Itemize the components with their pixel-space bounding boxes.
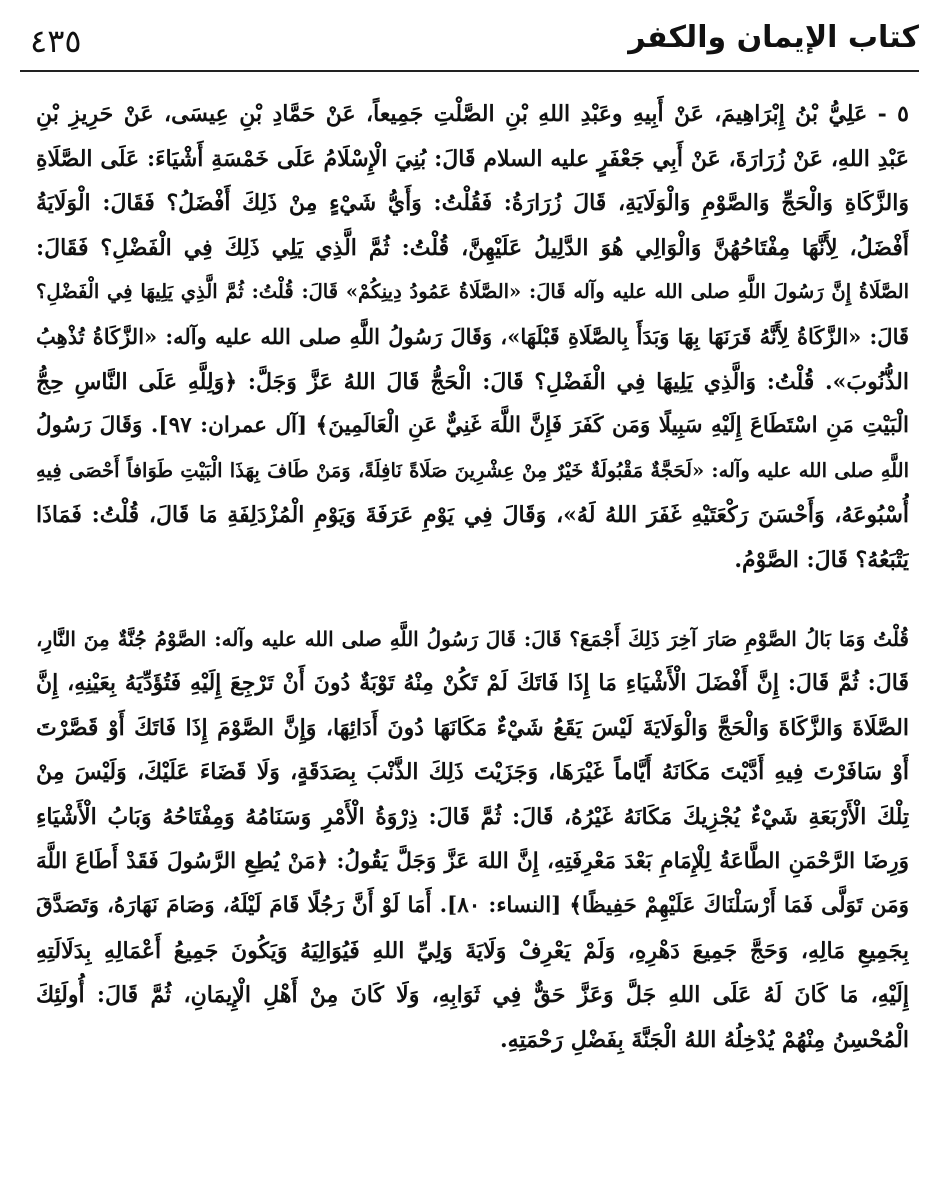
text-line: وَمَن تَوَلَّى فَمَا أَرْسَلْنَاكَ عَلَيْهِمْ حَفِيظًا﴾ [النساء: ٨٠]. أَمَا لَوْ أَنَّ رَجُلًا قَامَ لَيْلَهُ، وَصَامَ نَهَارَهُ، وَتَصَدَّقَ xyxy=(36,893,909,919)
text-line: قَالَ: «الزَّكَاةُ لِأَنَّهُ قَرَنَهَا بِهَا وَبَدَأَ بِالصَّلَاةِ قَبْلَهَا»، وَقَالَ رَسُولُ اللَّهِ صلى الله عليه وآله: «الزَّكَاةُ تُذْهِبُ xyxy=(36,323,909,349)
text-line: قَالَ: ثُمَّ قَالَ: إِنَّ أَفْضَلَ الْأَشْيَاءِ مَا إِذَا فَاتَكَ لَمْ تَكُنْ مِنْهُ تَوْبَةٌ دُونَ أَنْ تَرْجِعَ إِلَيْهِ فَتُؤَدِّيَهُ بِعَيْنِهِ، إِنَّ xyxy=(36,670,909,697)
page-number: ٤٣٥ xyxy=(30,22,82,60)
page-header xyxy=(20,20,919,60)
hadith-paragraph-1 xyxy=(36,92,909,583)
page-body xyxy=(36,92,909,1179)
text-line: وَالزَّكَاةِ وَالْحَجِّ وَالصَّوْمِ وَالْوَلَايَةِ، قَالَ زُرَارَةُ: فَقُلْتُ: وَأَيُّ شَيْءٍ مِنْ ذَلِكَ أَفْضَلُ؟ فَقَالَ: الْوَلَايَةُ xyxy=(36,190,909,217)
text-line: قُلْتُ وَمَا بَالُ الصَّوْمِ صَارَ آخِرَ ذَلِكَ أَجْمَعَ؟ قَالَ: قَالَ رَسُولُ اللَّهِ صلى الله عليه وآله: الصَّوْمُ جُنَّةٌ مِنَ النَّارِ، xyxy=(36,626,909,651)
text-line: أَفْضَلُ، لِأَنَّهَا مِفْتَاحُهُنَّ وَالْوَالِي هُوَ الدَّلِيلُ عَلَيْهِنَّ، قُلْتُ: ثُمَّ الَّذِي يَلِي ذَلِكَ فِي الْفَضْلِ؟ فَقَالَ: xyxy=(36,234,909,261)
text-line: الصَّلَاةُ إِنَّ رَسُولَ اللَّهِ صلى الله عليه وآله قَالَ: «الصَّلَاةُ عَمُودُ دِينِكُمْ» قَالَ: قُلْتُ: ثُمَّ الَّذِي يَلِيهَا فِي الْفَضْلِ؟ xyxy=(36,280,909,304)
text-line: ٥ - عَلِيُّ بْنُ إِبْرَاهِيمَ، عَنْ أَبِيهِ وعَبْدِ اللهِ بْنِ الصَّلْتِ جَمِيعاً، عَنْ حَمَّادِ بْنِ عِيسَى، عَنْ حَرِيزِ بْنِ xyxy=(36,101,909,127)
text-line: إِلَيْهِ، مَا كَانَ لَهُ عَلَى اللهِ جَلَّ وَعَزَّ حَقٌّ فِي ثَوَابِهِ، وَلَا كَانَ مِنْ أَهْلِ الْإِيمَانِ، ثُمَّ قَالَ: أُولَئِكَ xyxy=(36,982,909,1009)
text-line: اللَّهِ صلى الله عليه وآله: «لَحَجَّةٌ مَقْبُولَةٌ خَيْرٌ مِنْ عِشْرِينَ صَلَاةً نَافِلَةً، وَمَنْ طَافَ بِهَذَا الْبَيْتِ طَوَافاً أَحْصَى فِيهِ xyxy=(36,458,909,482)
text-line: أُسْبُوعَهُ، وَأَحْسَنَ رَكْعَتَيْهِ غَفَرَ اللهُ لَهُ»، وَقَالَ فِي يَوْمِ عَرَفَةَ وَيَوْمِ الْمُزْدَلِفَةِ مَا قَالَ، قُلْتُ: فَمَاذَا xyxy=(36,502,909,529)
book-title: كتاب الإيمان والكفر xyxy=(628,20,919,55)
text-line: يَتْبَعُهُ؟ قَالَ: الصَّوْمُ. xyxy=(734,546,909,573)
text-line: الذُّنُوبَ». قُلْتُ: وَالَّذِي يَلِيهَا فِي الْفَضْلِ؟ قَالَ: الْحَجُّ قَالَ اللهُ عَزَّ وَجَلَّ: ﴿وَلِلَّهِ عَلَى النَّاسِ حِجُّ xyxy=(36,368,909,395)
text-line: عَبْدِ اللهِ، عَنْ زُرَارَةَ، عَنْ أَبِي جَعْفَرٍ عليه السلام قَالَ: بُنِيَ الْإِسْلَامُ عَلَى خَمْسَةِ أَشْيَاءَ: عَلَى الصَّلَاةِ xyxy=(36,145,909,172)
header-rule xyxy=(20,70,919,72)
text-line: الْبَيْتِ مَنِ اسْتَطَاعَ إِلَيْهِ سَبِيلًا وَمَن كَفَرَ فَإِنَّ اللَّهَ غَنِيٌّ عَنِ الْعَالَمِينَ﴾ [آل عمران: ٩٧]. وَقَالَ رَسُولُ xyxy=(36,413,909,439)
paragraph-gap xyxy=(36,583,909,617)
text-line: بِجَمِيعِ مَالِهِ، وَحَجَّ جَمِيعَ دَهْرِهِ، وَلَمْ يَعْرِفْ وَلَايَةَ وَلِيِّ اللهِ فَيُوَالِيَهُ وَيَكُونَ جَمِيعُ أَعْمَالِهِ بِدَلَالَتِهِ xyxy=(36,937,909,964)
text-line: تِلْكَ الْأَرْبَعَةِ شَيْءٌ يُجْزِيكَ مَكَانَهُ غَيْرُهُ، قَالَ: ثُمَّ قَالَ: ذِرْوَةُ الْأَمْرِ وَسَنَامُهُ وَمِفْتَاحُهُ وَبَابُ الْأَشْيَاءِ xyxy=(36,803,909,830)
text-line: وَرِضَا الرَّحْمَنِ الطَّاعَةُ لِلْإِمَامِ بَعْدَ مَعْرِفَتِهِ، إِنَّ اللهَ عَزَّ وَجَلَّ يَقُولُ: ﴿مَنْ يُطِعِ الرَّسُولَ فَقَدْ أَطَاعَ اللَّهَ xyxy=(36,848,909,874)
hadith-paragraph-2 xyxy=(36,617,909,1063)
text-line: أَوْ سَافَرْتَ فِيهِ أَدَّيْتَ مَكَانَهُ أَيَّاماً غَيْرَهَا، وَجَزَيْتَ ذَلِكَ الذَّنْبَ بِصَدَقَةٍ، وَلَا قَضَاءَ عَلَيْكَ، وَلَيْسَ مِنْ xyxy=(36,759,909,786)
text-line: الصَّلَاةَ وَالزَّكَاةَ وَالْحَجَّ وَالْوَلَايَةَ لَيْسَ يَقَعُ شَيْءٌ مَكَانَهَا دُونَ أَدَائِهَا، وَإِنَّ الصَّوْمَ إِذَا فَاتَكَ أَوْ قَصَّرْتَ xyxy=(36,714,909,741)
text-line: الْمُحْسِنُ مِنْهُمْ يُدْخِلُهُ اللهُ الْجَنَّةَ بِفَضْلِ رَحْمَتِهِ. xyxy=(500,1026,909,1053)
